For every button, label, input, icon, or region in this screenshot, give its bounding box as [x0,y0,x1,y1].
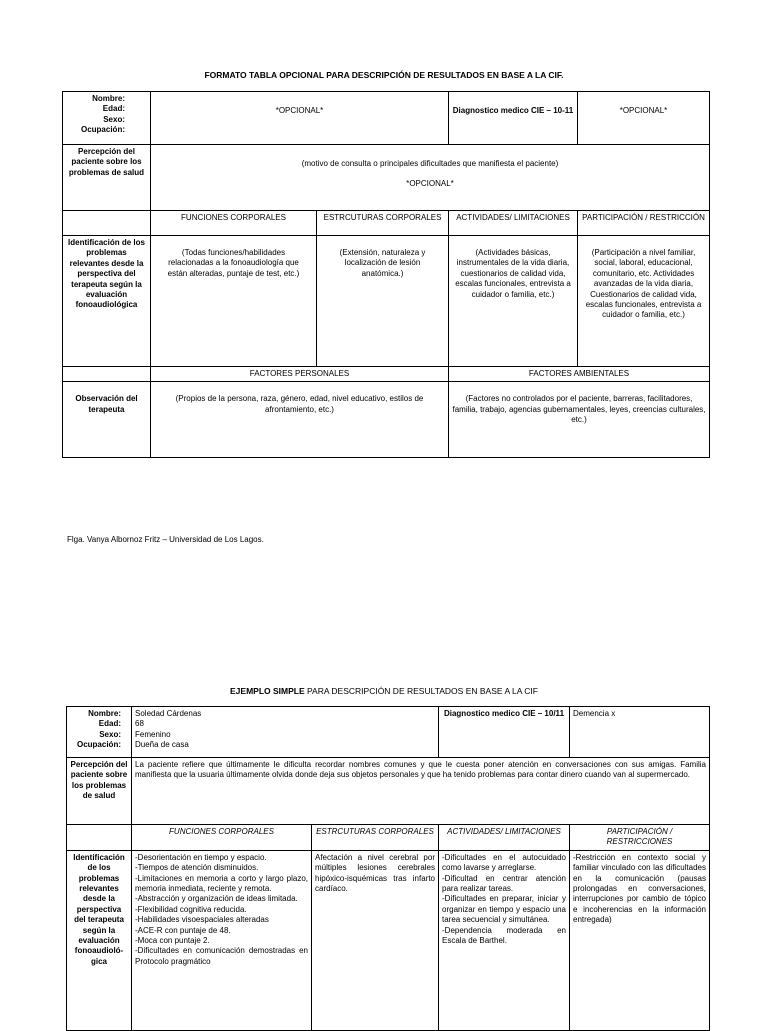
percep-label: Percepción del paciente sobre los problemas de salud [63,145,151,211]
actividades-list: -Dificultades en el autocuidado como lavarse y arreglarse. -Dificultad en centrar atención para realizar tareas. -Dificultades en preparar, iniciar y organizar en tiempo y espacio una tarea secuencial y simultánea. -Dependencia moderada en Escala de Barthel. [439,850,570,1030]
ident-participacion: (Participación a nivel familiar, social, laboral, educacional, comunitario, etc. Actividades avanzadas de la vida diaria, Cuestionarios de calidad vida, escalas funcionales, entrevista a cuidador o familia, etc.) [578,236,710,367]
ident-estructuras: (Extensión, naturaleza y localización de lesión anatómica.) [317,236,449,367]
id-values: *OPCIONAL* [151,92,449,145]
doc1-title: FORMATO TABLA OPCIONAL PARA DESCRIPCIÓN DE RESULTADOS EN BASE A LA CIF. [204,70,564,80]
header-actividades: ACTIVIDADES/ LIMITACIONES [449,211,578,236]
ident-label-2: Identificación de los problemas relevantes desde la perspectiva del terapeuta según la evaluación fonoaudioló-gica [67,850,132,1030]
diag-value: *OPCIONAL* [578,92,710,145]
ident-funciones: (Todas funciones/habilidades relacionadas a la fonoaudiología que están alteradas, puntaje de test, etc.) [151,236,317,367]
diag-label-2: Diagnostico medico CIE – 10/11 [439,707,570,758]
id-values-2: Soledad Cárdenas 68 Femenino Dueña de casa [132,707,439,758]
diag-value-2: Demencia x [570,707,710,758]
percep-label-2: Percepción del paciente sobre los problemas de salud [67,758,132,825]
obs-label: Observación del terapeuta [63,382,151,458]
participacion-text: -Restricción en contexto social y familiar vinculado con las dificultades en la comunicación (pausas prolongadas en conversaciones, interrupciones por cambio de tópico e incoherencias en la información entregada) [570,850,710,1030]
header-participacion: PARTICIPACIÓN / RESTRICCIÓN [578,211,710,236]
header-participacion-2: PARTICIPACIÓN / RESTRICCIONES [570,825,710,851]
id-labels-2: Nombre: Edad: Sexo: Ocupación: [67,707,132,758]
ident-label: Identificación de los problemas relevantes desde la perspectiva del terapeuta según la evaluación fonoaudiológica [63,236,151,367]
factores-personales: FACTORES PERSONALES [151,367,449,382]
diag-label: Diagnostico medico CIE – 10-11 [449,92,578,145]
header-actividades-2: ACTIVIDADES/ LIMITACIONES [439,825,570,851]
doc2-title: EJEMPLO SIMPLE PARA DESCRIPCIÓN DE RESULTADOS EN BASE A LA CIF [230,686,538,696]
header-estructuras: ESTRCUTURAS CORPORALES [317,211,449,236]
doc1-table [62,91,710,458]
author-credit: Flga. Vanya Albornoz Fritz – Universidad de Los Lagos. [67,535,264,544]
percep-text-2: La paciente refiere que últimamente le dificulta recordar nombres comunes y que le cuesta poner atención en conversaciones con sus amigas. Familia manifiesta que la usuaria últimamente olvida donde deja sus objetos personales y que ha tenido problemas para contar dinero cuando van al supermercado. [132,758,710,825]
header-funciones: FUNCIONES CORPORALES [151,211,317,236]
estructuras-text: Afectación a nivel cerebral por múltiples lesiones cerebrales hipóxico-isquémicas tras infarto cardíaco. [312,850,439,1030]
header-funciones-2: FUNCIONES CORPORALES [132,825,312,851]
ident-actividades: (Actividades básicas, instrumentales de la vida diaria, cuestionarios de calidad vida, escalas funcionales, entrevista a cuidador o familia, etc.) [449,236,578,367]
doc2-table [66,706,710,1031]
obs-ambientales: (Factores no controlados por el paciente, barreras, facilitadores, familia, trabajo, agencias gubernamentales, leyes, creencias culturales, etc.) [449,382,710,458]
header-estructuras-2: ESTRCUTURAS CORPORALES [312,825,439,851]
id-labels: Nombre: Edad: Sexo: Ocupación: [63,92,151,145]
factores-ambientales: FACTORES AMBIENTALES [449,367,710,382]
obs-personales: (Propios de la persona, raza, género, edad, nivel educativo, estilos de afrontamiento, etc.) [151,382,449,458]
percep-text: (motivo de consulta o principales dificultades que manifiesta el paciente) *OPCIONAL* [151,145,710,211]
funciones-list: -Desorientación en tiempo y espacio. -Tiempos de atención disminuidos. -Limitaciones en memoria a corto y largo plazo, memoria inmediata, reciente y remota. -Abstracción y organización de ideas limitada. -Flexibilidad cognitiva reducida. -Habilidades visoespaciales alteradas -ACE-R con puntaje de 48. -Moca con puntaje 2. -Dificultades en comunicación demostradas en Protocolo pragmático [132,850,312,1030]
